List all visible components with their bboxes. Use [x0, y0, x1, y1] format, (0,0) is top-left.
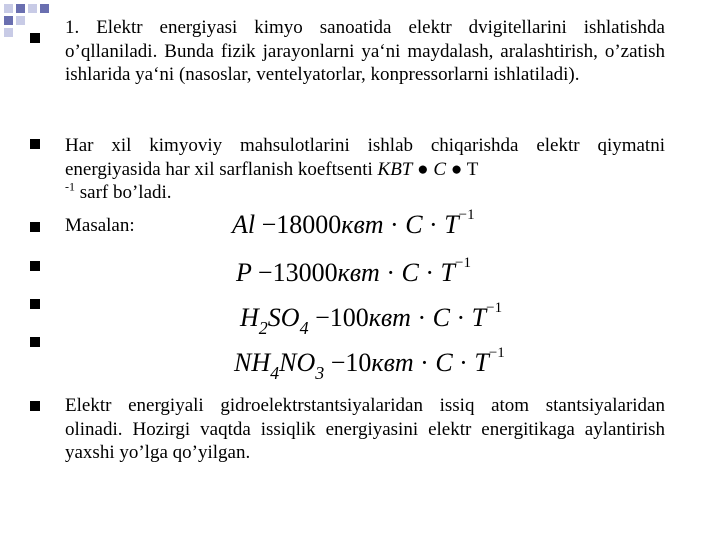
- dot-operator: ·: [459, 348, 468, 377]
- minus-sign: −: [257, 258, 273, 287]
- bullet-icon: [30, 139, 40, 149]
- formula-value: 10: [345, 348, 372, 377]
- formula-sub: 4: [299, 318, 309, 338]
- formula-h2so4: [240, 300, 502, 339]
- bullet-icon: [30, 261, 40, 271]
- formula-nh4no3: [234, 345, 505, 384]
- bullet-icon: [30, 401, 40, 411]
- minus-sign: −: [330, 348, 346, 377]
- formula-sub: 3: [315, 363, 325, 383]
- unit-kbt: KBT: [377, 158, 413, 180]
- formula-t: T: [474, 348, 489, 377]
- formula-exponent: −1: [454, 255, 471, 271]
- formula-c: C: [432, 303, 450, 332]
- minus-sign: −: [261, 210, 277, 239]
- formula-name-nh: NH: [234, 348, 271, 377]
- minus-sign: −: [315, 303, 330, 332]
- dot-operator: ·: [429, 210, 438, 239]
- formula-name-no: NO: [279, 348, 316, 377]
- unit-t: T: [466, 158, 479, 180]
- formula-al: [232, 207, 475, 240]
- formula-sub: 4: [270, 363, 280, 383]
- masalan-label: Masalan:: [65, 215, 135, 236]
- bullet-icon: [30, 222, 40, 232]
- formula-value: 100: [329, 303, 369, 332]
- formula-t: T: [471, 303, 487, 332]
- paragraph-2-tail: sarf bo’ladi.: [79, 182, 172, 203]
- formula-c: C: [405, 210, 423, 239]
- formula-value: 13000: [272, 258, 338, 287]
- formula-value: 18000: [276, 210, 342, 239]
- formula-exponent: −1: [458, 207, 475, 223]
- formula-name-h: H: [240, 303, 259, 332]
- dot-operator: ·: [456, 303, 466, 332]
- exponent: -1: [65, 179, 75, 194]
- paragraph-1: 1. Elektr energiyasi kimyo sanoatida elektr dvigitellarini ishlatishda o’qllaniladi. Bunda fizik jarayonlarni ya‘ni maydalash, aralashtirish, o’zatish ishlarida ya‘ni (nasoslar, ventelyatorlar, konpressorlarni ishlatiladi).: [65, 17, 665, 85]
- formula-name-so: SO: [267, 303, 300, 332]
- dot-operator: ·: [420, 348, 429, 377]
- dot-icon: ●: [417, 158, 429, 180]
- formula-t: T: [440, 258, 455, 287]
- formula-unit: квт: [341, 210, 384, 239]
- formula-exponent: −1: [488, 345, 505, 361]
- bullet-icon: [30, 337, 40, 347]
- formula-name: P: [236, 258, 252, 287]
- formula-exponent: −1: [486, 300, 503, 316]
- formula-p: [236, 255, 471, 288]
- paragraph-2: [65, 134, 665, 205]
- formula-c: C: [401, 258, 419, 287]
- paragraph-2-text: Har xil kimyoviy mahsulotlarini ishlab chiqarishda elektr qiymatni energiyasida har xil sarflanish koeftsenti: [65, 135, 665, 180]
- formula-unit: квт: [368, 303, 411, 332]
- formula-name: Al: [232, 210, 256, 239]
- dot-operator: ·: [386, 258, 395, 287]
- dot-icon: ●: [450, 158, 463, 180]
- dot-operator: ·: [390, 210, 399, 239]
- formula-unit: квт: [337, 258, 380, 287]
- dot-operator: ·: [425, 258, 435, 287]
- paragraph-3: Elektr energiyali gidroelektrstantsiyalaridan issiq atom stantsiyalaridan olinadi. Hozirgi vaqtda issiqlik energiyasini elektr energitikaga aylantirish yaxshi yo’lga qo’yilgan.: [65, 395, 665, 463]
- dot-operator: ·: [417, 303, 427, 332]
- formula-unit: квт: [371, 348, 414, 377]
- formula-c: C: [435, 348, 453, 377]
- formula-t: T: [444, 210, 459, 239]
- formula-sub: 2: [258, 318, 268, 338]
- unit-c: C: [433, 158, 447, 180]
- bullet-icon: [30, 33, 40, 43]
- bullet-icon: [30, 299, 40, 309]
